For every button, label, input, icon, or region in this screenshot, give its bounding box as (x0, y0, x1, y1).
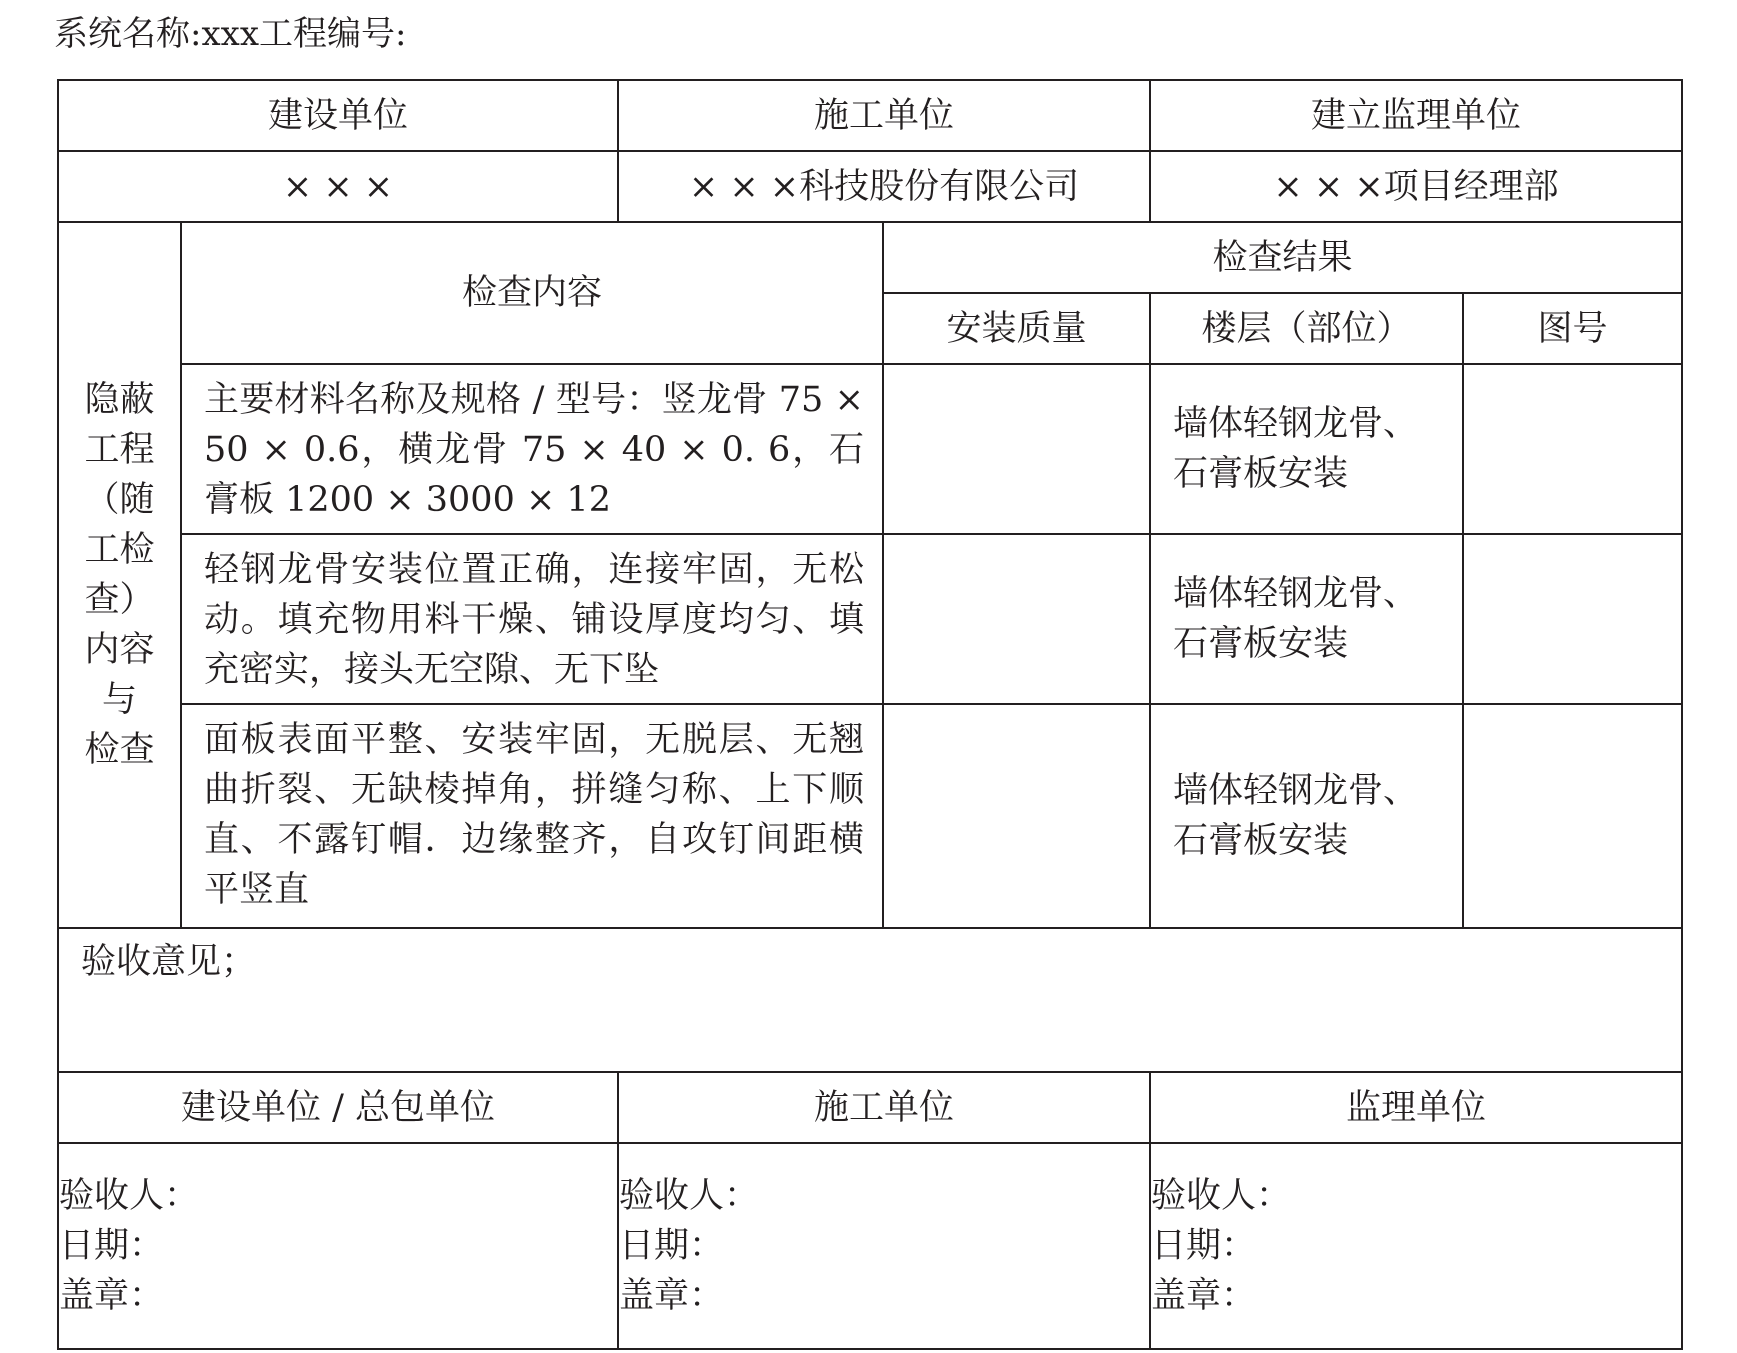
side-label-line: 内容 (84, 630, 155, 670)
inspection-item-drawing (1463, 534, 1682, 704)
hidden-works-inspection-form (57, 79, 1683, 1350)
side-label-line: 隐蔽 (84, 380, 155, 420)
signoff-supervisor-header: 监理单位 (1150, 1072, 1682, 1143)
inspection-item-floor: 墙体轻钢龙骨、石膏板安装 (1150, 534, 1463, 704)
acceptance-opinion: 验收意见； (58, 928, 1682, 1072)
signoff-owner-header: 建设单位 / 总包单位 (58, 1072, 618, 1143)
inspection-item-drawing (1463, 704, 1682, 928)
inspection-item-row (58, 534, 1682, 704)
inspection-header-row (58, 222, 1682, 293)
date-label: 日期： (59, 1226, 165, 1266)
side-label-line: 与 (101, 680, 137, 720)
acceptor-label: 验收人： (619, 1176, 760, 1216)
date-label: 日期： (619, 1226, 725, 1266)
supervisor-value: × × ×项目经理部 (1150, 151, 1682, 222)
signoff-header-row (58, 1072, 1682, 1143)
side-label-line: 工检 (84, 530, 155, 570)
side-label-line: 查） (84, 580, 155, 620)
inspection-item-floor: 墙体轻钢龙骨、石膏板安装 (1150, 364, 1463, 534)
signoff-owner-block (58, 1143, 618, 1349)
installation-quality-header: 安装质量 (883, 293, 1150, 364)
contractor-value: × × ×科技股份有限公司 (618, 151, 1150, 222)
inspection-item-floor: 墙体轻钢龙骨、石膏板安装 (1150, 704, 1463, 928)
construction-unit-header: 建设单位 (58, 80, 618, 151)
hidden-works-side-label (58, 222, 181, 928)
signoff-supervisor-block (1150, 1143, 1682, 1349)
floor-location-header: 楼层（部位） (1150, 293, 1463, 364)
inspection-item-row (58, 704, 1682, 928)
stamp-label: 盖章： (619, 1276, 725, 1316)
supervisor-header: 建立监理单位 (1150, 80, 1682, 151)
units-header-row (58, 80, 1682, 151)
acceptor-label: 验收人： (59, 1176, 200, 1216)
acceptance-opinion-row (58, 928, 1682, 1072)
inspection-item-drawing (1463, 364, 1682, 534)
inspection-item-quality (883, 534, 1150, 704)
inspection-item-content: 面板表面平整、安装牢固，无脱层、无翘曲折裂、无缺棱掉角，拼缝匀称、上下顺直、不露钉帽．边缘整齐，自攻钉间距横平竖直 (181, 704, 883, 928)
side-label-line: （随 (84, 480, 155, 520)
contractor-header: 施工单位 (618, 80, 1150, 151)
system-name-label: 系统名称: (54, 14, 202, 54)
inspection-item-content: 主要材料名称及规格 / 型号：竖龙骨 75 × 50 × 0.6，横龙骨 75 × 40 × 0. 6，石膏板 1200 × 3000 × 12 (181, 364, 883, 534)
side-label-line: 检查 (84, 730, 155, 770)
signoff-contractor-header: 施工单位 (618, 1072, 1150, 1143)
acceptor-label: 验收人： (1151, 1176, 1292, 1216)
system-name-value: xxx (201, 14, 259, 54)
signoff-body-row (58, 1143, 1682, 1349)
units-value-row (58, 151, 1682, 222)
inspection-result-header: 检查结果 (883, 222, 1682, 293)
stamp-label: 盖章： (1151, 1276, 1257, 1316)
inspection-item-quality (883, 364, 1150, 534)
signoff-contractor-block (618, 1143, 1150, 1349)
inspection-content-header: 检查内容 (181, 222, 883, 364)
side-label-line: 工程 (84, 430, 155, 470)
inspection-item-content: 轻钢龙骨安装位置正确，连接牢固，无松动。填充物用料干燥、铺设厚度均匀、填充密实，接头无空隙、无下坠 (181, 534, 883, 704)
inspection-item-row (58, 364, 1682, 534)
stamp-label: 盖章： (59, 1276, 165, 1316)
construction-unit-value: × × × (58, 151, 618, 222)
document-header (54, 12, 406, 56)
inspection-item-quality (883, 704, 1150, 928)
project-number-label: 工程编号: (259, 14, 407, 54)
drawing-number-header: 图号 (1463, 293, 1682, 364)
date-label: 日期： (1151, 1226, 1257, 1266)
